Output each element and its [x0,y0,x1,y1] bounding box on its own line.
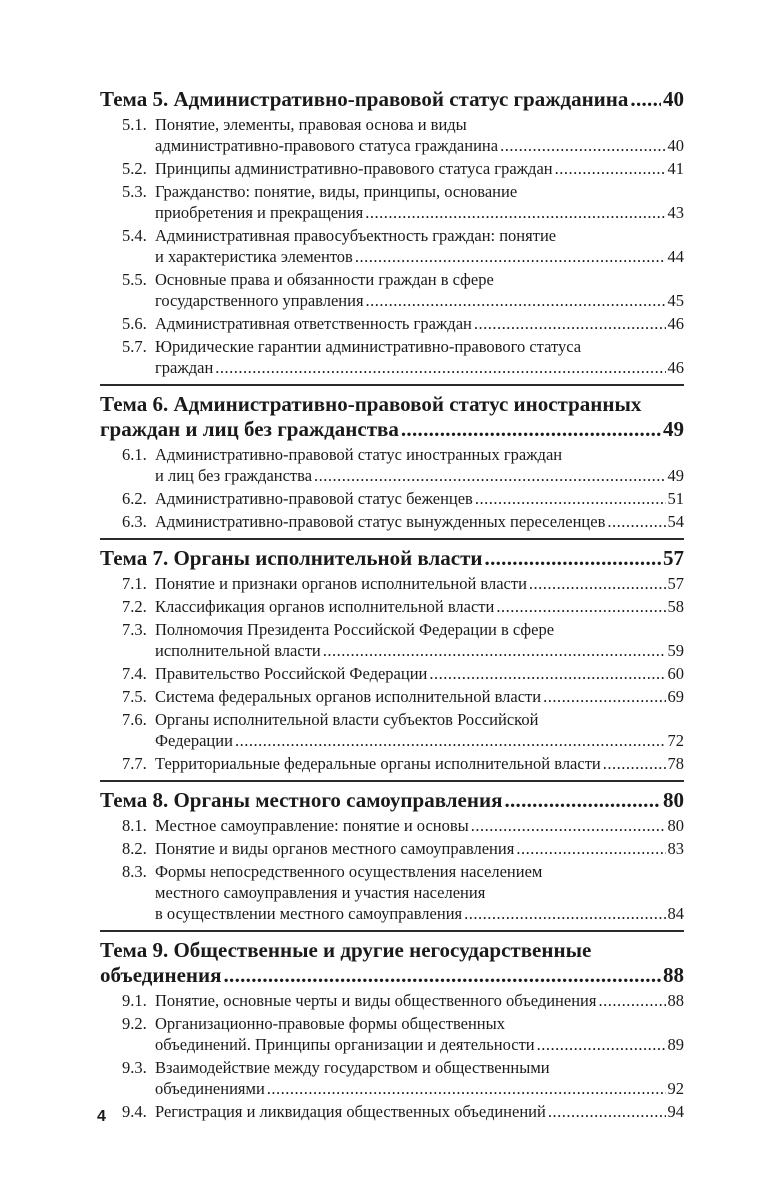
section-title-line: Формы непосредственного осуществления населением [155,862,543,881]
section-title-text: Понятие и признаки органов исполнительной власти [155,574,527,593]
topic-entry-row [100,963,684,988]
section-entry-row [155,838,684,859]
toc-topic [100,546,684,774]
dot-leader [365,202,665,223]
section-page-number: 84 [667,904,684,923]
topic-title-text: граждан и лиц без гражданства [100,417,399,441]
toc-section-entry [122,313,684,334]
toc-section-entry [122,686,684,707]
toc-section-entry [122,158,684,179]
dot-leader [223,963,661,988]
topic-page-number: 88 [663,963,684,987]
section-page-number: 54 [667,512,684,531]
section-page-number: 59 [667,641,684,660]
section-number: 7.4. [122,664,147,683]
dot-leader [323,640,666,661]
section-body [155,158,684,179]
section-title-text: Регистрация и ликвидация общественных объединений [155,1102,546,1121]
toc-section-entry [122,990,684,1011]
section-body [155,225,684,267]
section-entry-row [155,1101,684,1122]
section-title-text: Понятие и виды органов местного самоуправления [155,839,515,858]
dot-leader [471,815,666,836]
section-entry-row [155,313,684,334]
section-title-text: и характеристика элементов [155,247,353,266]
section-number: 7.5. [122,687,147,706]
toc-topic [100,87,684,378]
dot-leader [401,417,661,442]
section-number: 7.6. [122,710,147,729]
section-page-number: 49 [667,466,684,485]
topic-page-number: 57 [663,546,684,570]
toc-topic [100,788,684,924]
dot-leader [464,903,665,924]
section-body [155,838,684,859]
section-title-text: Местное самоуправление: понятие и основы [155,816,469,835]
toc-section-entry [122,596,684,617]
section-entry-row [155,488,684,509]
section-number: 7.3. [122,620,147,639]
section-number: 6.3. [122,512,147,531]
section-title-text: и лиц без гражданства [155,466,313,485]
dot-leader [474,313,666,334]
dot-leader [548,1101,666,1122]
section-body [155,990,684,1011]
section-entry-row [155,573,684,594]
section-page-number: 94 [667,1102,684,1121]
section-number: 9.4. [122,1102,147,1121]
section-body [155,511,684,532]
topic-title [100,392,684,442]
section-title-text: Правительство Российской Федерации [155,664,428,683]
dot-leader [429,663,665,684]
dot-leader [235,730,666,751]
dot-leader [504,788,661,813]
section-body [155,181,684,223]
section-page-number: 46 [667,358,684,377]
toc-section-entry [122,663,684,684]
topic-title-line: Тема 9. Общественные и другие негосударственные [100,938,592,962]
section-title-text: в осуществлении местного самоуправления [155,904,463,923]
section-entry-row [155,730,684,751]
dot-leader [366,290,666,311]
section-title-line: Органы исполнительной власти субъектов Российской [155,710,539,729]
section-number: 5.6. [122,314,147,333]
section-body [155,336,684,378]
section-body [155,313,684,334]
topic-title [100,87,684,112]
dot-leader [475,488,666,509]
section-entry-row [155,753,684,774]
section-title-line: Основные права и обязанности граждан в сфере [155,270,494,289]
section-entry-row [155,158,684,179]
section-number: 6.1. [122,445,147,464]
page-number: 4 [97,1108,106,1125]
section-entry-row [155,135,684,156]
section-number: 5.7. [122,337,147,356]
toc-section-entry [122,269,684,311]
section-number: 9.3. [122,1058,147,1077]
section-body [155,619,684,661]
section-body [155,663,684,684]
topic-title-text: объединения [100,963,222,987]
toc-section-entry [122,181,684,223]
topic-divider [100,930,684,932]
section-title-text: объединениями [155,1079,265,1098]
section-page-number: 72 [667,731,684,750]
section-title-text: Федерации [155,731,233,750]
topic-title-text: Тема 7. Органы исполнительной власти [100,546,483,570]
section-body [155,753,684,774]
section-page-number: 45 [667,291,684,310]
toc-section-entry [122,709,684,751]
dot-leader [516,838,665,859]
section-title-line: местного самоуправления и участия населения [155,883,486,902]
section-title-text: Система федеральных органов исполнительной власти [155,687,542,706]
section-body [155,444,684,486]
section-body [155,114,684,156]
section-body [155,861,684,924]
section-page-number: 57 [667,574,684,593]
section-page-number: 41 [667,159,684,178]
section-number: 6.2. [122,489,147,508]
topic-entry-row [100,788,684,813]
section-entry-row [155,663,684,684]
dot-leader [598,990,665,1011]
dot-leader [496,596,665,617]
toc-section-entry [122,511,684,532]
dot-leader [555,158,666,179]
topic-divider [100,384,684,386]
section-title-line: Понятие, элементы, правовая основа и виды [155,115,467,134]
section-title-text: Принципы административно-правового статуса граждан [155,159,553,178]
section-number: 7.1. [122,574,147,593]
section-title-text: Административно-правовой статус вынужденных переселенцев [155,512,606,531]
section-number: 5.1. [122,115,147,134]
section-title-text: Административно-правовой статус беженцев [155,489,473,508]
section-title-text: Административная ответственность граждан [155,314,472,333]
section-body [155,1101,684,1122]
section-title-line: Административно-правовой статус иностранных граждан [155,445,563,464]
section-entry-row [155,596,684,617]
section-title-line: Административная правосубъектность граждан: понятие [155,226,557,245]
dot-leader [485,546,661,571]
section-entry-row [155,246,684,267]
section-title-text: государственного управления [155,291,364,310]
section-title-line: Организационно-правовые формы общественных [155,1014,505,1033]
section-title-text: приобретения и прекращения [155,203,364,222]
section-number: 5.2. [122,159,147,178]
topic-divider [100,538,684,540]
topic-title [100,788,684,813]
toc-topic [100,392,684,532]
dot-leader [314,465,665,486]
section-body [155,1057,684,1099]
topic-entry-row [100,417,684,442]
toc-section-entry [122,444,684,486]
section-title-text: административно-правового статуса гражданина [155,136,499,155]
topic-page-number: 49 [663,417,684,441]
section-entry-row [155,990,684,1011]
section-entry-row [155,357,684,378]
dot-leader [500,135,665,156]
section-body [155,573,684,594]
section-title-text: Территориальные федеральные органы исполнительной власти [155,754,601,773]
toc-section-entry [122,1057,684,1099]
section-page-number: 60 [667,664,684,683]
section-number: 5.3. [122,182,147,201]
dot-leader [630,87,661,112]
section-body [155,1013,684,1055]
toc-section-entry [122,619,684,661]
section-number: 8.2. [122,839,147,858]
topic-title-text: Тема 8. Органы местного самоуправления [100,788,503,812]
section-title-text: Классификация органов исполнительной власти [155,597,495,616]
section-entry-row [155,640,684,661]
section-title-text: Понятие, основные черты и виды общественного объединения [155,991,597,1010]
section-body [155,269,684,311]
dot-leader [543,686,665,707]
topic-entry-row [100,546,684,571]
section-number: 5.4. [122,226,147,245]
section-entry-row [155,815,684,836]
section-body [155,596,684,617]
section-page-number: 92 [667,1079,684,1098]
dot-leader [529,573,666,594]
section-page-number: 44 [667,247,684,266]
topic-page-number: 40 [663,87,684,111]
dot-leader [215,357,665,378]
dot-leader [267,1078,666,1099]
section-page-number: 88 [667,991,684,1010]
toc-section-entry [122,225,684,267]
dot-leader [603,753,666,774]
section-number: 9.1. [122,991,147,1010]
section-number: 8.1. [122,816,147,835]
section-number: 7.7. [122,754,147,773]
section-number: 7.2. [122,597,147,616]
topic-title [100,546,684,571]
section-title-line: Гражданство: понятие, виды, принципы, основание [155,182,518,201]
section-title-text: объединений. Принципы организации и деятельности [155,1035,535,1054]
section-body [155,686,684,707]
toc-section-entry [122,336,684,378]
section-page-number: 80 [667,816,684,835]
section-title-text: исполнительной власти [155,641,321,660]
toc-section-entry [122,114,684,156]
toc-section-entry [122,573,684,594]
section-page-number: 51 [667,489,684,508]
section-number: 8.3. [122,862,147,881]
section-page-number: 83 [667,839,684,858]
toc-section-entry [122,815,684,836]
toc-section-entry [122,861,684,924]
dot-leader [355,246,666,267]
topic-title-line: Тема 6. Административно-правовой статус иностранных [100,392,642,416]
section-number: 5.5. [122,270,147,289]
table-of-contents [100,87,684,1127]
section-page-number: 46 [667,314,684,333]
topic-page-number: 80 [663,788,684,812]
section-entry-row [155,465,684,486]
section-page-number: 69 [667,687,684,706]
toc-section-entry [122,488,684,509]
section-number: 9.2. [122,1014,147,1033]
topic-title-text: Тема 5. Административно-правовой статус гражданина [100,87,629,111]
section-body [155,815,684,836]
section-title-text: граждан [155,358,214,377]
section-entry-row [155,1034,684,1055]
section-body [155,709,684,751]
section-entry-row [155,686,684,707]
section-page-number: 43 [667,203,684,222]
section-page-number: 40 [667,136,684,155]
toc-section-entry [122,753,684,774]
topic-title [100,938,684,988]
section-page-number: 78 [667,754,684,773]
section-entry-row [155,511,684,532]
section-title-line: Юридические гарантии административно-правового статуса [155,337,582,356]
section-body [155,488,684,509]
topic-divider [100,780,684,782]
section-title-line: Полномочия Президента Российской Федерации в сфере [155,620,555,639]
section-entry-row [155,903,684,924]
section-entry-row [155,202,684,223]
section-title-line: Взаимодействие между государством и общественными [155,1058,550,1077]
toc-section-entry [122,1013,684,1055]
topic-entry-row [100,87,684,112]
toc-section-entry [122,838,684,859]
dot-leader [537,1034,666,1055]
section-page-number: 58 [667,597,684,616]
section-entry-row [155,290,684,311]
section-entry-row [155,1078,684,1099]
toc-topic [100,938,684,1122]
dot-leader [607,511,665,532]
section-page-number: 89 [667,1035,684,1054]
toc-section-entry [122,1101,684,1122]
